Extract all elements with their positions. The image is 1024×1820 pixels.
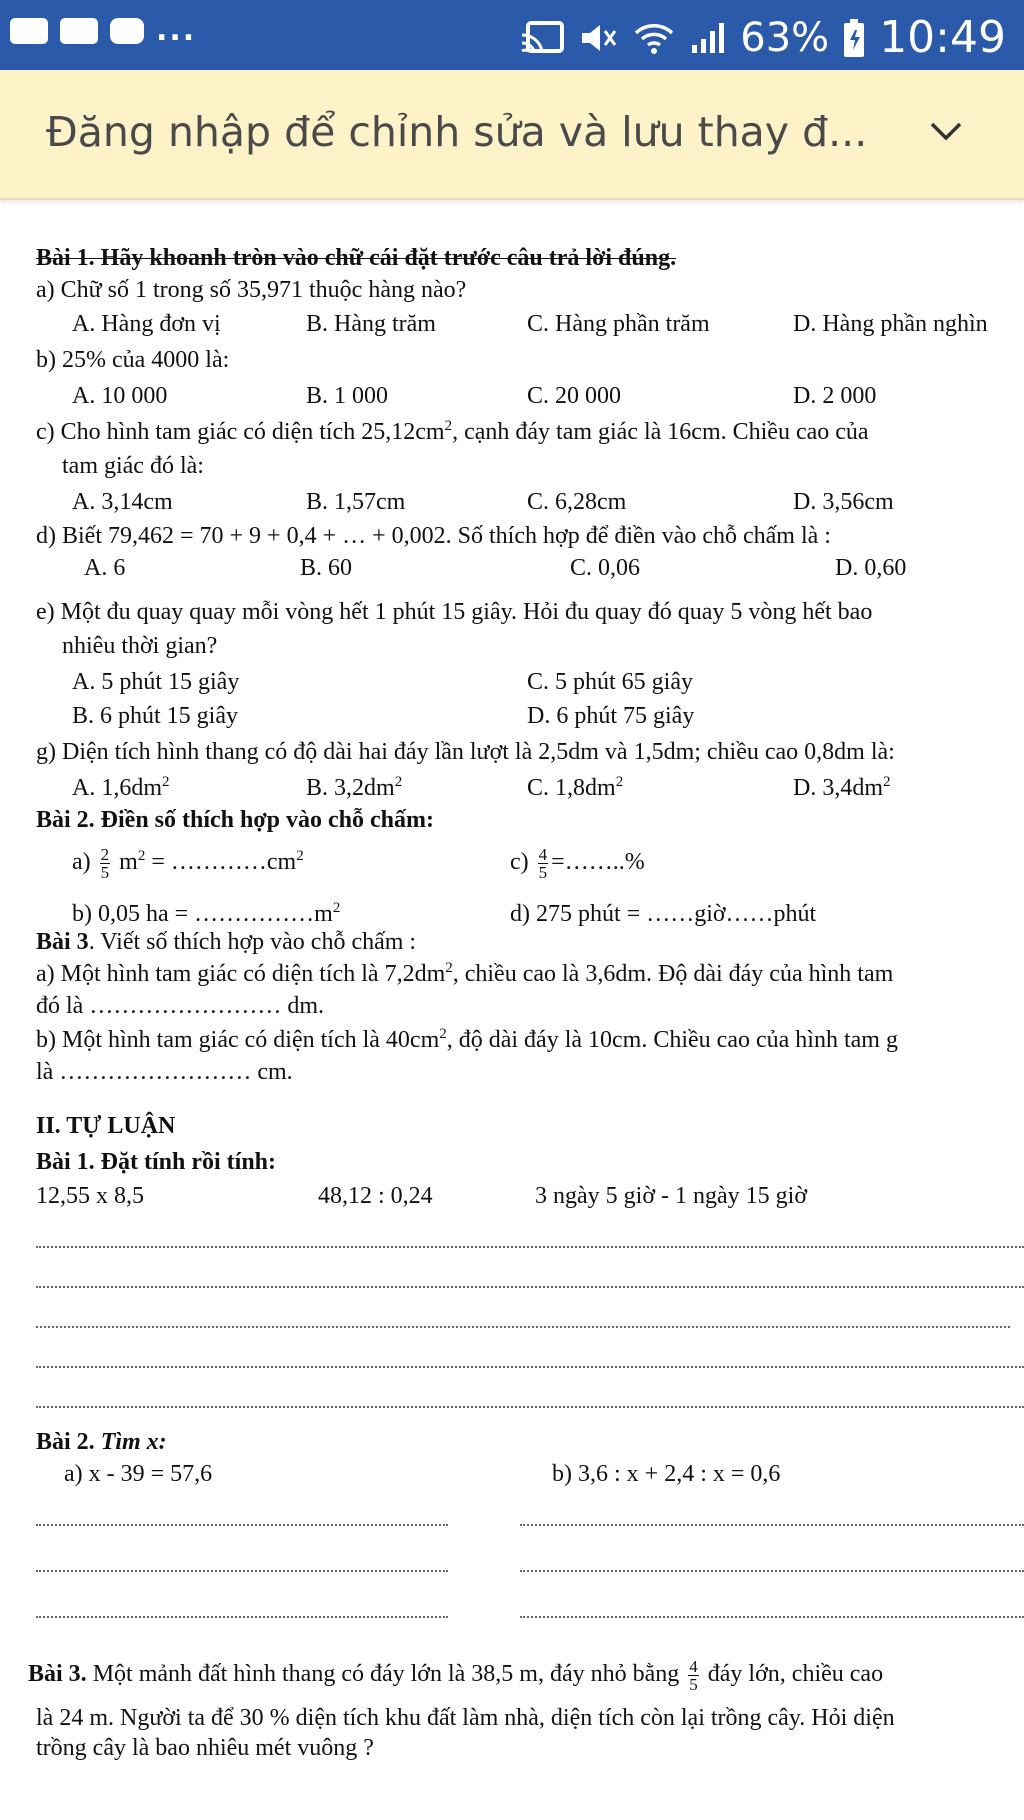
- option-a-C: C. Hàng phần trăm: [527, 311, 710, 337]
- exercise-3-a-line2: đó là …………………… dm.: [36, 993, 324, 1019]
- question-e-line1: e) Một đu quay quay mỗi vòng hết 1 phút 15 giây. Hỏi đu quay đó quay 5 vòng hết bao: [36, 599, 873, 625]
- option-e-A: A. 5 phút 15 giây: [72, 669, 240, 695]
- system-icons: [520, 12, 1006, 63]
- clock: 10:49: [879, 12, 1006, 63]
- video-call-icon-2: [60, 18, 98, 44]
- section-heading-essay: II. TỰ LUẬN: [36, 1113, 176, 1139]
- exercise-3-a-line1: a) Một hình tam giác có diện tích là $7,2dm^2$, chiều cao là 3,6dm. Độ dài đáy của hình tam: [36, 960, 894, 987]
- sign-in-banner[interactable]: [0, 70, 1024, 200]
- battery-icon: [843, 18, 865, 58]
- chevron-down-icon[interactable]: [928, 118, 964, 146]
- fill-a: a) $\frac{2}{5}$ $m^2$ = $\dots\dots\dots\dots cm^2$: [72, 845, 304, 882]
- question-b: b) 25% của 4000 là:: [36, 347, 230, 373]
- fraction-2-5: $\frac{2}{5}$: [100, 845, 110, 882]
- answer-line: [36, 1326, 1010, 1328]
- option-g-A: A. $1,6dm^2$: [72, 774, 170, 801]
- calc-3: 3 ngày 5 giờ - 1 ngày 15 giờ: [535, 1183, 808, 1209]
- option-g-C: C. $1,8dm^2$: [527, 774, 624, 801]
- answer-line: [36, 1616, 448, 1618]
- option-c-C: C. 6,28cm: [527, 489, 627, 515]
- option-c-A: A. 3,14cm: [72, 489, 173, 515]
- fill-b: b) 0,05 ha = $\dots\dots\dots\dots\dots m^2$: [72, 900, 341, 927]
- notification-icons: [10, 13, 197, 48]
- exercise-3-title: Bài 3. Viết số thích hợp vào chỗ chấm :: [36, 929, 417, 955]
- find-x-b: b) 3,6 : x + 2,4 : x = 0,6: [552, 1461, 781, 1487]
- option-a-A: A. Hàng đơn vị: [72, 311, 221, 337]
- option-d-D: D. 0,60: [835, 555, 907, 581]
- fill-d: d) 275 phút = ……giờ……phút: [510, 901, 817, 927]
- essay-3-line3: trồng cây là bao nhiêu mét vuông ?: [36, 1735, 374, 1761]
- essay-3-line2: là 24 m. Người ta để 30 % diện tích khu đất làm nhà, diện tích còn lại trồng cây. Hỏi diện: [36, 1705, 895, 1731]
- status-bar: [0, 0, 1024, 70]
- question-a: a) Chữ số 1 trong số 35,971 thuộc hàng nào?: [36, 277, 467, 303]
- essay-2-title: Bài 2. Tìm x:: [36, 1429, 167, 1455]
- video-call-icon: [10, 18, 48, 44]
- answer-line: [520, 1616, 1024, 1618]
- document-page: [0, 198, 1024, 1820]
- question-g: g) Diện tích hình thang có độ dài hai đáy lần lượt là 2,5dm và 1,5dm; chiều cao 0,8dm là:: [36, 739, 895, 765]
- answer-line: [36, 1286, 1024, 1288]
- youtube-icon: [110, 18, 144, 44]
- cast-icon: [520, 21, 564, 55]
- option-b-A: A. 10 000: [72, 383, 168, 409]
- signal-icon: [690, 21, 726, 55]
- exercise-3-b-line1: b) Một hình tam giác có diện tích là $40cm^2$, độ dài đáy là 10cm. Chiều cao của hình tam g: [36, 1026, 898, 1053]
- option-a-D: D. Hàng phần nghìn: [793, 311, 988, 337]
- essay-1-title: Bài 1. Đặt tính rồi tính:: [36, 1149, 277, 1175]
- answer-line: [36, 1570, 448, 1572]
- battery-percentage: 63%: [740, 14, 830, 61]
- answer-line: [520, 1570, 1024, 1572]
- question-c-line2: tam giác đó là:: [62, 453, 204, 479]
- exercise-3-b-line2: là …………………… cm.: [36, 1059, 293, 1085]
- option-g-B: B. $3,2dm^2$: [306, 774, 403, 801]
- option-e-B: B. 6 phút 15 giây: [72, 703, 238, 729]
- calc-2: 48,12 : 0,24: [318, 1183, 433, 1209]
- answer-line: [36, 1246, 1024, 1248]
- mute-icon: [578, 21, 618, 55]
- answer-line: [36, 1406, 1024, 1408]
- option-d-C: C. 0,06: [570, 555, 641, 581]
- question-c-line1: c) Cho hình tam giác có diện tích $25,12cm^2$, cạnh đáy tam giác là 16cm. Chiều cao của: [36, 418, 869, 445]
- fill-c: c) $\frac{4}{5}$ =……..%: [510, 845, 645, 882]
- option-d-B: B. 60: [300, 555, 353, 581]
- option-b-D: D. 2 000: [793, 383, 877, 409]
- find-x-a: a) x - 39 = 57,6: [64, 1461, 213, 1487]
- fraction-4-5: $\frac{4}{5}$: [538, 845, 548, 882]
- option-b-C: C. 20 000: [527, 383, 622, 409]
- answer-line: [36, 1524, 448, 1526]
- exercise-1-title: Bài 1. Hãy khoanh tròn vào chữ cái đặt trước câu trả lời đúng.: [36, 245, 677, 271]
- calc-1: 12,55 x 8,5: [36, 1183, 144, 1209]
- option-g-D: D. $3,4dm^2$: [793, 774, 891, 801]
- option-e-D: D. 6 phút 75 giây: [527, 703, 695, 729]
- exercise-2-title: Bài 2. Điền số thích hợp vào chỗ chấm:: [36, 807, 434, 833]
- fraction-4-5-b: $\frac{4}{5}$: [689, 1657, 698, 1694]
- option-e-C: C. 5 phút 65 giây: [527, 669, 693, 695]
- more-notifications-icon: ...: [156, 13, 197, 48]
- option-c-B: B. 1,57cm: [306, 489, 406, 515]
- essay-3-line1: Bài 3. Một mảnh đất hình thang có đáy lớn là 38,5 m, đáy nhỏ bằng $\frac{4}{5}$ đáy lớn, chiều cao: [28, 1657, 884, 1694]
- question-e-line2: nhiêu thời gian?: [62, 633, 218, 659]
- question-d: d) Biết 79,462 = 70 + 9 + 0,4 + … + 0,002. Số thích hợp để điền vào chỗ chấm là :: [36, 523, 831, 549]
- banner-message[interactable]: Đăng nhập để chỉnh sửa và lưu thay đ...: [46, 108, 868, 156]
- wifi-icon: [632, 21, 676, 55]
- option-d-A: A. 6: [84, 555, 126, 581]
- answer-line: [520, 1524, 1024, 1526]
- option-c-D: D. 3,56cm: [793, 489, 894, 515]
- option-b-B: B. 1 000: [306, 383, 389, 409]
- option-a-B: B. Hàng trăm: [306, 311, 436, 337]
- answer-line: [36, 1366, 1024, 1368]
